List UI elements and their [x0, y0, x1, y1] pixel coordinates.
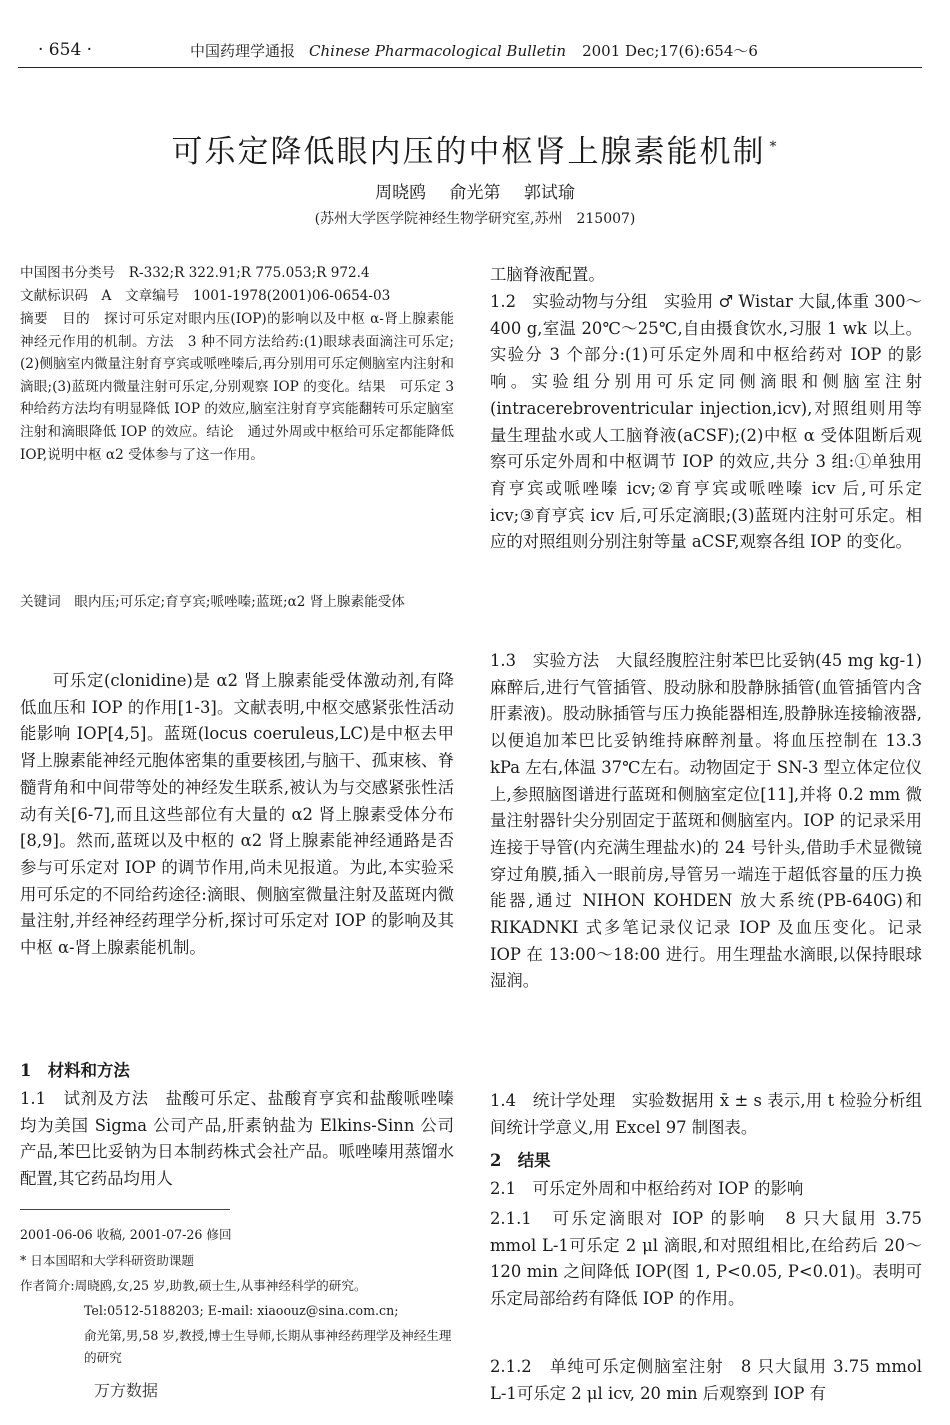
- header-rule: [18, 67, 922, 68]
- journal-name-en: Chinese Pharmacological Bulletin: [309, 42, 567, 60]
- journal-name-cn: 中国药理学通报: [190, 42, 296, 60]
- footnote-rule: [20, 1209, 230, 1210]
- document-id: 文献标识码 A 文章编号 1001-1978(2001)06-0654-03: [20, 288, 391, 304]
- intro-paragraph: 可乐定(clonidine)是 α2 肾上腺素能受体激动剂,有降低血压和 IOP 的作用[1-3]。文献表明,中枢交感紧张性活动能影响 IOP[4,5]。蓝斑(locus coeruleus,LC)是中枢去甲肾上腺素能神经元胞体密集的重要核团,与脑干、孤束核、脊髓背角和中间带等处的神经发生联系,被认为与交感紧张性活动有关[6-7],而且这些部位有大量的 α2 肾上腺素受体分布[8,9]。然而,蓝斑以及中枢的 α2 肾上腺素能神经通路是否参与可乐定对 IOP 的调节作用,尚未见报道。为此,本实验采用可乐定的不同给药途径:滴眼、侧脑室微量注射及蓝斑内微量注射,并经神经药理学分析,探讨可乐定对 IOP 的影响及其中枢 α-肾上腺素能机制。: [20, 671, 454, 958]
- section-2-1-1: 2.1.1 可乐定滴眼对 IOP 的影响 8 只大鼠用 3.75 mmol L-1可乐定 2 μl 滴眼,和对照组相比,在给药后 20～120 min 之间降低 IOP(图 1, P<0.05, P<0.01)。表明可乐定局部给药有降低 IOP 的作用。: [490, 1209, 922, 1309]
- author-list: 周晓鸥 俞光第 郭试瑜: [375, 183, 575, 203]
- footnote-funding: * 日本国昭和大学科研资助课题: [20, 1253, 195, 1268]
- section-2-heading: 2 结果: [490, 1151, 551, 1170]
- section-1-3: 1.3 实验方法 大鼠经腹腔注射苯巴比妥钠(45 mg kg-1)麻醉后,进行气管插管、股动脉和股静脉插管(血管插管内含肝素液)。股动脉插管与压力换能器相连,股静脉连接输液器,以便追加苯巴比妥钠维持麻醉剂量。将血压控制在 13.3 kPa 左右,体温 37℃左右。动物固定于 SN-3 型立体定位仪上,参照脑图谱进行蓝斑和侧脑室定位[11],并将 0.2 mm 微量注射器针尖分别固定于蓝斑和侧脑室内。IOP 的记录采用连接于导管(内充满生理盐水)的 24 号针头,借助手术显微镜穿过角膜,插入一眼前房,导管另一端连于超低容量的压力换能器,通过 NIHON KOHDEN 放大系统(PB-640G)和 RIKADNKI 式多笔记录仪记录 IOP 及血压变化。记录 IOP 在 13:00～18:00 进行。用生理盐水滴眼,以保持眼球湿润。: [490, 651, 922, 991]
- classification-code: 中国图书分类号 R-332;R 322.91;R 775.053;R 972.4: [20, 265, 370, 281]
- section-1-1-continued: 工脑脊液配置。: [490, 265, 605, 284]
- abstract: 摘要 目的 探讨可乐定对眼内压(IOP)的影响以及中枢 α-肾上腺素能神经元作用的机制。方法 3 种不同方法给药:(1)眼球表面滴注可乐定;(2)侧脑室内微量注射育亨宾或哌唑嗪后,再分别用可乐定侧脑室内注射和滴眼;(3)蓝斑内微量注射可乐定,分别观察 IOP 的变化。结果 可乐定 3 种给药方法均有明显降低 IOP 的效应,脑室注射育亨宾能翻转可乐定脑室注射和滴眼降低 IOP 的效应。结论 通过外周或中枢给可乐定都能降低 IOP,说明中枢 α2 受体参与了这一作用。: [20, 311, 454, 463]
- keywords: 关键词 眼内压;可乐定;育亨宾;哌唑嗪;蓝斑;α2 肾上腺素能受体: [20, 594, 405, 610]
- affiliation: (苏州大学医学院神经生物学研究室,苏州 215007): [314, 211, 636, 227]
- section-2-1: 2.1 可乐定外周和中枢给药对 IOP 的影响: [490, 1179, 804, 1198]
- section-1-heading: 1 材料和方法: [20, 1061, 130, 1080]
- journal-citation: 2001 Dec;17(6):654～6: [582, 42, 758, 60]
- section-1-2: 1.2 实验动物与分组 实验用 ♂ Wistar 大鼠,体重 300～400 g,室温 20℃～25℃,自由摄食饮水,习服 1 wk 以上。实验分 3 个部分:(1)可乐定外周和中枢给药对 IOP 的影响。实验组分别用可乐定同侧滴眼和侧脑室注射(intracerebroventricular injection,icv),对照组则用等量生理盐水或人工脑脊液(aCSF);(2)中枢 α 受体阻断后观察可乐定外周和中枢调节 IOP 的效应,共分 3 组:①单独用育亨宾或哌唑嗪 icv;②育亨宾或哌唑嗪 icv 后,可乐定 icv;③育亨宾 icv 后,可乐定滴眼;(3)蓝斑内注射可乐定。相应的对照组则分别注射等量 aCSF,观察各组 IOP 的变化。: [490, 292, 922, 552]
- journal-header: [190, 40, 758, 61]
- article-title: [0, 126, 950, 171]
- footnote-author-bio-2: 俞光第,男,58 岁,教授,博士生导师,长期从事神经药理学及神经生理的研究: [84, 1328, 452, 1365]
- page-number: · 654 ·: [38, 40, 93, 60]
- section-1-4: 1.4 统计学处理 实验数据用 x̄ ± s 表示,用 t 检验分析组间统计学意义,用 Excel 97 制图表。: [490, 1091, 922, 1137]
- footnote-author-bio: 作者简介:周晓鸥,女,25 岁,助教,硕士生,从事神经科学的研究。: [20, 1278, 367, 1293]
- footnote-received: 2001-06-06 收稿, 2001-07-26 修回: [20, 1227, 232, 1242]
- title-footnote-mark: *: [769, 138, 779, 155]
- section-1-1: 1.1 试剂及方法 盐酸可乐定、盐酸育亨宾和盐酸哌唑嗪均为美国 Sigma 公司产品,肝素钠盐为 Elkins-Sinn 公司产品,苯巴比妥钠为日本制药株式会社产品。哌唑嗪用蒸馏水配置,其它药品均用人: [20, 1089, 454, 1189]
- footnote-contact: Tel:0512-5188203; E-mail: xiaoouz@sina.com.cn;: [84, 1303, 399, 1318]
- watermark-text: 万方数据: [94, 1381, 159, 1400]
- section-2-1-2: 2.1.2 单纯可乐定侧脑室注射 8 只大鼠用 3.75 mmol L-1可乐定 2 μl icv, 20 min 后观察到 IOP 有: [490, 1357, 922, 1403]
- title-text: 可乐定降低眼内压的中枢肾上腺素能机制: [171, 134, 766, 170]
